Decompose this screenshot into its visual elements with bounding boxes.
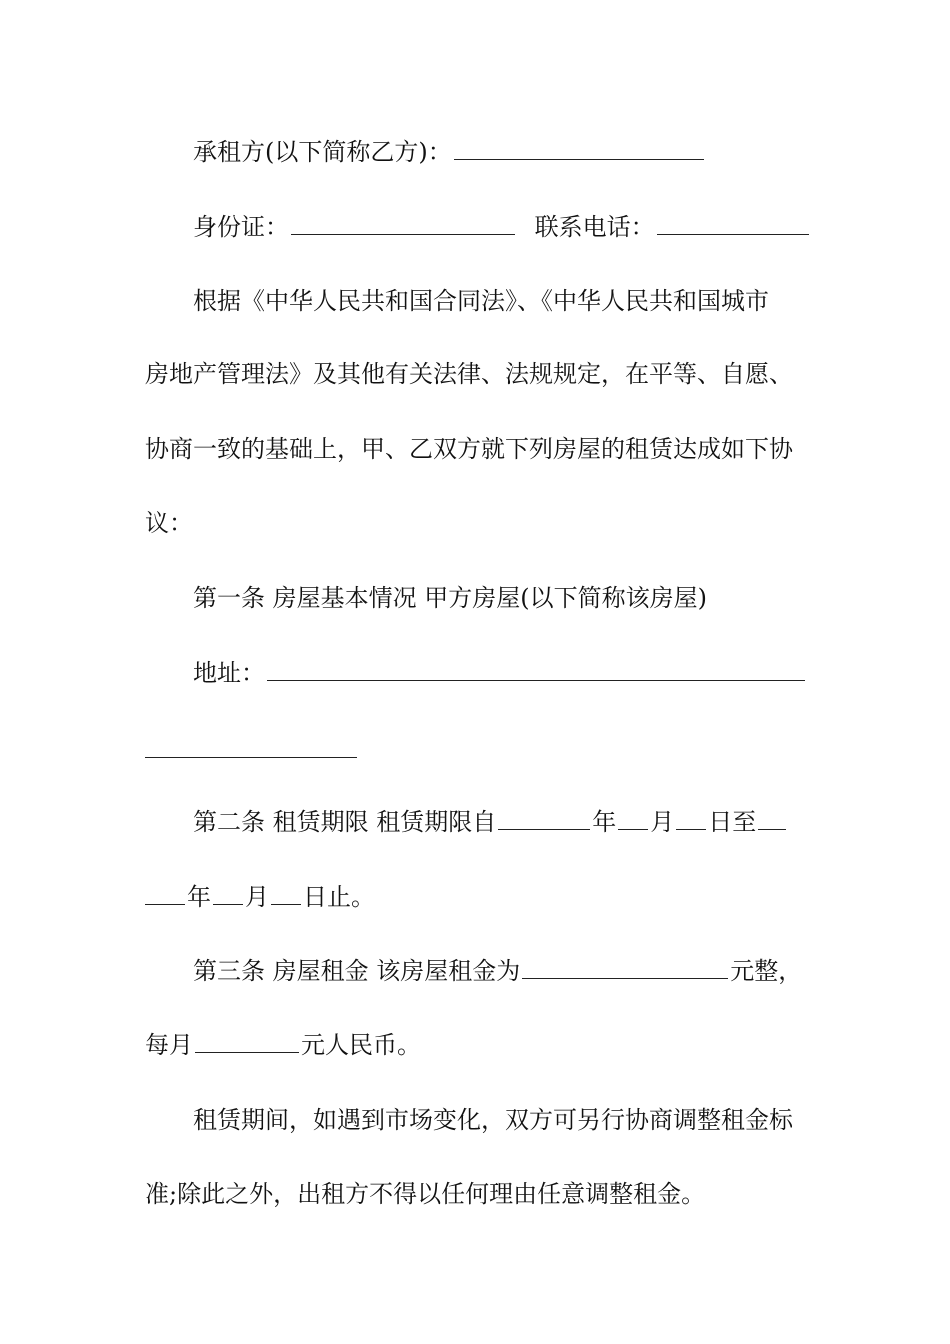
article-3-line-1 bbox=[193, 955, 873, 987]
address-blank[interactable] bbox=[267, 658, 805, 681]
monthly-label: 每月 bbox=[145, 1031, 193, 1059]
tenant-label: 承租方(以下简称乙方)： bbox=[193, 138, 452, 166]
rent-adjust-line-1: 租赁期间，如遇到市场变化，双方可另行协商调整租金标 bbox=[193, 1106, 793, 1134]
month-label: 月 bbox=[650, 808, 675, 836]
article-1-heading: 第一条 房屋基本情况 甲方房屋(以下简称该房屋) bbox=[193, 584, 707, 612]
id-label: 身份证： bbox=[193, 213, 289, 241]
tenant-name-blank[interactable] bbox=[454, 137, 704, 160]
end-year-label: 年 bbox=[187, 883, 211, 911]
preamble-line-1: 根据《中华人民共和国合同法》、《中华人民共和国城市 bbox=[193, 287, 769, 315]
tenant-line bbox=[193, 136, 873, 168]
rent-unit-label: 元整， bbox=[730, 957, 803, 985]
phone-blank[interactable] bbox=[657, 212, 809, 235]
year-label: 年 bbox=[592, 808, 617, 836]
monthly-rent-blank[interactable] bbox=[195, 1030, 299, 1053]
article-3-line-2 bbox=[145, 1029, 825, 1061]
preamble-line-4: 议： bbox=[145, 509, 193, 537]
start-day-blank[interactable] bbox=[676, 807, 706, 830]
rent-text: 第三条 房屋租金 该房屋租金为 bbox=[193, 957, 521, 985]
end-year-blank-part2[interactable] bbox=[145, 882, 185, 905]
term-text: 第二条 租赁期限 租赁期限自 bbox=[193, 808, 497, 836]
address-blank-continued[interactable] bbox=[145, 757, 357, 758]
phone-label: 联系电话： bbox=[534, 213, 655, 241]
end-month-label: 月 bbox=[245, 883, 269, 911]
end-day-label: 日止。 bbox=[303, 883, 375, 911]
start-month-blank[interactable] bbox=[618, 807, 648, 830]
address-line bbox=[193, 657, 873, 689]
day-to-label: 日至 bbox=[708, 808, 757, 836]
id-phone-line bbox=[193, 211, 873, 243]
start-year-blank[interactable] bbox=[498, 807, 590, 830]
article-2-line-1 bbox=[193, 806, 873, 838]
end-day-blank[interactable] bbox=[271, 882, 301, 905]
end-year-blank-part1[interactable] bbox=[758, 807, 786, 830]
currency-label: 元人民币。 bbox=[301, 1031, 421, 1059]
preamble-line-3: 协商一致的基础上，甲、乙双方就下列房屋的租赁达成如下协 bbox=[145, 435, 793, 463]
article-2-line-2 bbox=[145, 881, 825, 913]
rent-total-blank[interactable] bbox=[522, 956, 728, 979]
address-label: 地址： bbox=[193, 659, 265, 687]
end-month-blank[interactable] bbox=[213, 882, 243, 905]
preamble-line-2: 房地产管理法》及其他有关法律、法规规定，在平等、自愿、 bbox=[145, 360, 793, 388]
id-number-blank[interactable] bbox=[291, 212, 515, 235]
rent-adjust-line-2: 准;除此之外，出租方不得以任何理由任意调整租金。 bbox=[145, 1180, 706, 1208]
